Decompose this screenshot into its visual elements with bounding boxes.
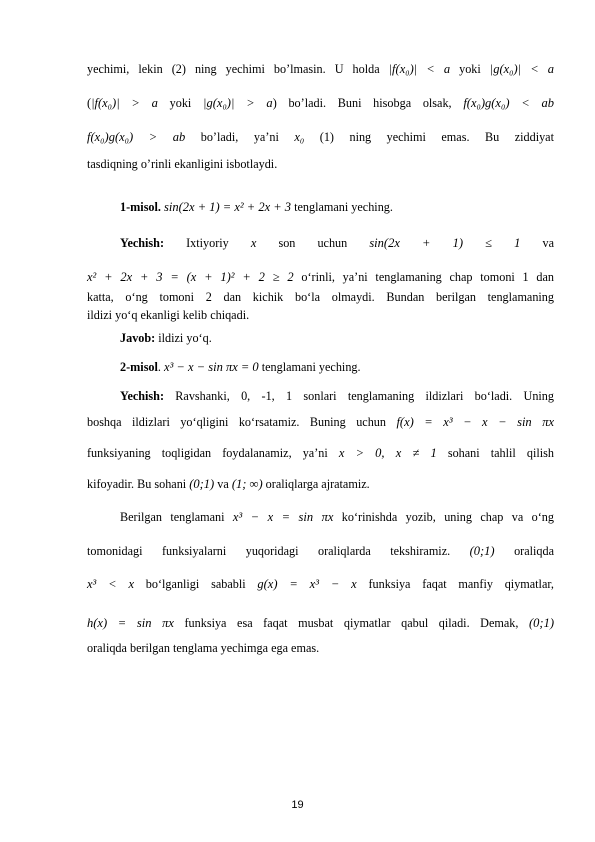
text-line-4 — [87, 156, 554, 173]
line-text: Ravshanki, 0, -1, 1 sonlari tenglamaning ildizlari bo‘ladi. Uning — [164, 389, 554, 403]
formula-domain-condition: x > 0, x ≠ 1 — [338, 446, 437, 460]
formula-interval-1-inf: (1; ∞) — [231, 477, 263, 491]
line-text: boshqa ildizlari yo‘qligini ko‘rsatamiz. Buning uchun — [87, 415, 397, 429]
solution-2-line-4 — [87, 476, 554, 493]
formula-quadratic-bound: x² + 2x + 3 = (x + 1)² + 2 ≥ 2 — [87, 270, 294, 284]
formula-g-definition: g(x) = x³ − x — [257, 577, 357, 591]
line-text: oraliqlarga ajratamiz. — [262, 477, 370, 491]
line-text: sohani tahlil qilish — [436, 446, 554, 460]
line-text: ko‘rinishda yozib, uning chap va o‘ng — [333, 510, 554, 524]
answer-1 — [120, 330, 554, 347]
formula-rewritten-equation: x³ − x = sin πx — [232, 510, 334, 524]
line-text: va — [214, 477, 232, 491]
formula-example-1-equation: sin(2x + 1) = x² + 2x + 3 — [164, 200, 292, 214]
formula-abs-f-greater-a: |f(x₀)| > a — [91, 96, 158, 110]
formula-x: x — [250, 236, 257, 250]
text-line-3 — [87, 129, 554, 146]
solution-label: Yechish: — [120, 236, 165, 250]
formula-x0: x₀ — [294, 130, 305, 144]
line-text: funksiya esa faqat musbat qiymatlar qabul qiladi. Demak, — [173, 616, 529, 630]
line-text: Berilgan tenglamani — [120, 510, 233, 524]
line-text: . — [157, 360, 165, 374]
example-2-heading — [120, 359, 554, 376]
line-text: kifoyadir. Bu sohani — [87, 477, 190, 491]
line-text: Ixtiyoriy — [164, 236, 251, 250]
solution-1-line-4 — [87, 307, 554, 324]
line-text: ) bo’ladi. Buni hisobga olsak, — [272, 96, 464, 110]
formula-example-2-equation: x³ − x − sin πx = 0 — [164, 360, 259, 374]
line-text: o‘rinli, ya’ni tenglamaning chap tomoni 1 dan — [293, 270, 554, 284]
solution-1-line-2 — [87, 269, 554, 286]
solution-2-line-9 — [87, 640, 554, 657]
line-text: bo’ladi, ya’ni — [185, 130, 295, 144]
solution-1-line-1 — [120, 235, 554, 252]
text-line-2 — [87, 95, 554, 112]
line-text: funksiyaning toqligidan foydalanamiz, ya’ni — [87, 446, 339, 460]
line-text: ( — [87, 96, 92, 110]
text-line-1 — [87, 61, 554, 78]
solution-2-line-6 — [87, 543, 554, 560]
line-text: va — [520, 236, 554, 250]
example-label: 1-misol. — [120, 200, 161, 214]
line-text: tenglamani yeching. — [291, 200, 393, 214]
solution-2-line-5 — [120, 509, 554, 526]
formula-x-cubed-less-x: x³ < x — [87, 577, 135, 591]
example-1-heading — [120, 199, 554, 216]
formula-sin-bound: sin(2x + 1) ≤ 1 — [369, 236, 521, 250]
solution-2-line-3 — [87, 445, 554, 462]
solution-label: Yechish: — [120, 389, 165, 403]
line-text: (1) ning yechimi emas. Bu ziddiyat — [304, 130, 554, 144]
formula-f-definition: f(x) = x³ − x − sin πx — [396, 415, 554, 429]
formula-h-definition: h(x) = sin πx — [87, 616, 174, 630]
solution-2-line-8 — [87, 615, 554, 632]
formula-interval-0-1: (0;1) — [469, 544, 495, 558]
page-number: 19 — [291, 799, 304, 811]
solution-1-line-3 — [87, 289, 554, 306]
line-text: tenglamani yeching. — [258, 360, 361, 374]
line-text: yechimi, lekin (2) ning yechimi bo’lmasin. U holda — [87, 62, 389, 76]
line-text: funksiya faqat manfiy qiymatlar, — [356, 577, 554, 591]
line-text: ildizi yo‘q ekanligi kelib chiqadi. — [87, 308, 250, 322]
line-text: tomonidagi funksiyalarni yuqoridagi oraliqlarda tekshiramiz. — [87, 544, 470, 558]
formula-abs-f-less-a: |f(x₀)| < a — [388, 62, 451, 76]
answer-label: Javob: — [120, 331, 156, 345]
line-text: oraliqda berilgan tenglama yechimga ega emas. — [87, 641, 320, 655]
formula-abs-g-greater-a: |g(x₀)| > a — [203, 96, 273, 110]
formula-interval-0-1: (0;1) — [189, 477, 215, 491]
formula-product-less-ab: f(x₀)g(x₀) < ab — [463, 96, 555, 110]
formula-interval-0-1: (0;1) — [529, 616, 554, 630]
line-text: yoki — [450, 62, 490, 76]
formula-abs-g-less-a: |g(x₀)| < a — [489, 62, 554, 76]
line-text: son uchun — [256, 236, 370, 250]
example-label: 2-misol — [120, 360, 158, 374]
line-text: oraliqda — [494, 544, 554, 558]
line-text: yoki — [157, 96, 204, 110]
solution-2-line-1 — [120, 388, 554, 405]
solution-2-line-7 — [87, 576, 554, 593]
line-text: tasdiqning o’rinli ekanligini isbotlaydi. — [87, 157, 278, 171]
line-text: katta, o‘ng tomoni 2 dan kichik bo‘la olmaydi. Bundan berilgan tenglamaning — [87, 290, 554, 304]
formula-product-greater-ab: f(x₀)g(x₀) > ab — [87, 130, 186, 144]
line-text: ildizi yo‘q. — [155, 331, 212, 345]
solution-2-line-2 — [87, 414, 554, 431]
line-text: bo‘lganligi sababli — [134, 577, 258, 591]
